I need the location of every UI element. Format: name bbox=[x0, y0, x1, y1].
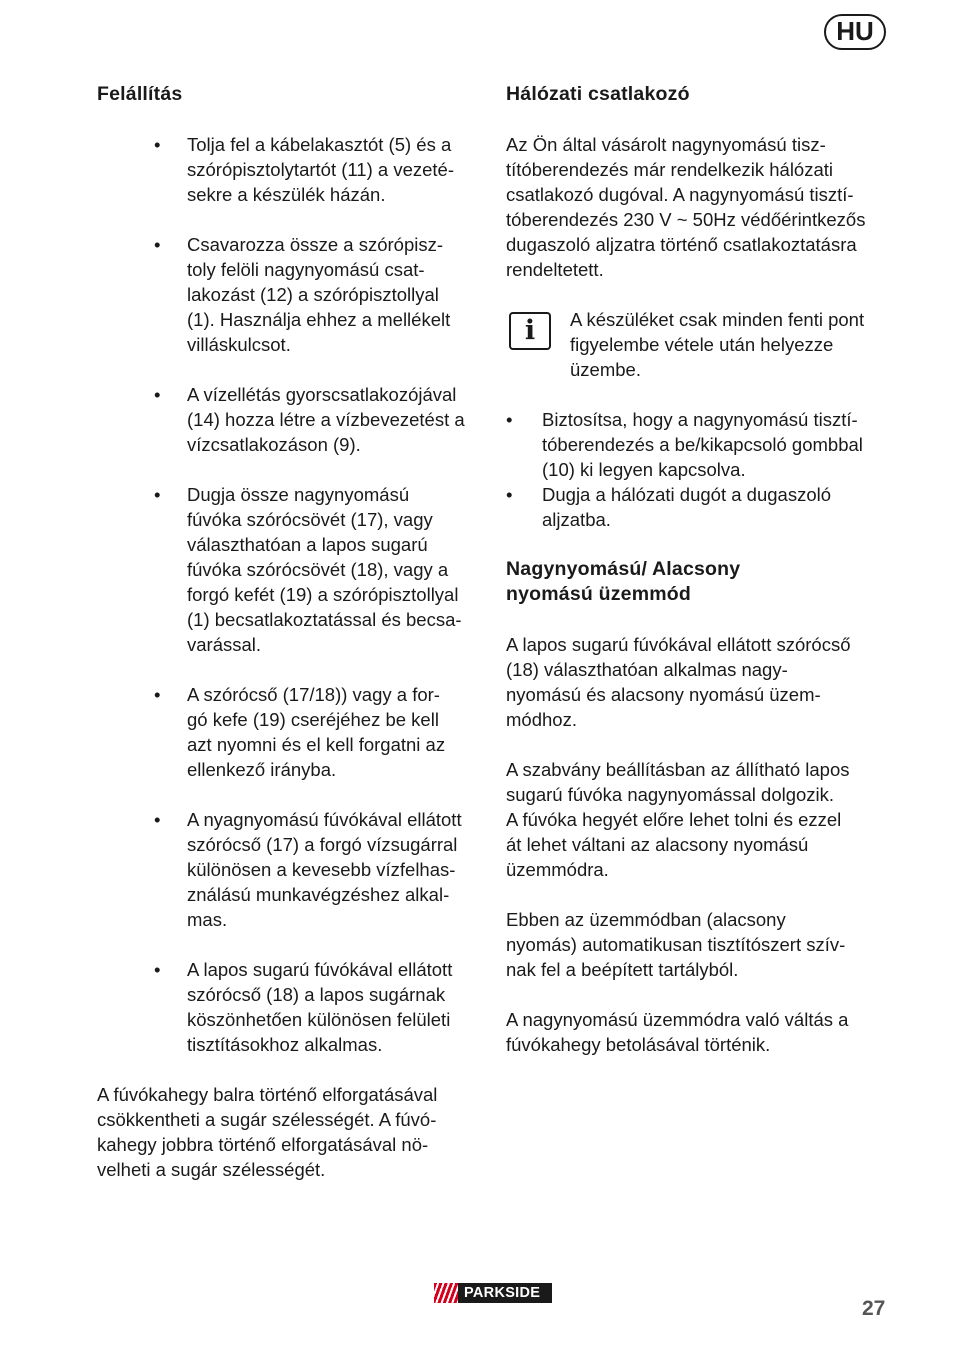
page-number: 27 bbox=[862, 1297, 886, 1320]
logo-text: PARKSIDE bbox=[464, 1285, 541, 1301]
mains-intro-paragraph: Az Ön által vásárolt nagynyomású tisz- títóberendezés már rendelkezik hálózati csatlakozó dugóval. A nagynyomású tisztí- tóberendezés 230 V ~ 50Hz védőérintkezős dugaszoló aljzatra történő csatlakoztatásra rendeltetett. bbox=[506, 134, 866, 280]
section-heading-pressure-mode: Nagynyomású/ Alacsony nyomású üzemmód bbox=[506, 558, 741, 605]
setup-bullet-list bbox=[97, 132, 482, 1057]
list-item: • Tolja fel a kábelakasztót (5) és a szórópisztolytartót (11) a vezeté- sekre a készülék házán. bbox=[97, 132, 482, 207]
logo-stripes-icon bbox=[434, 1283, 460, 1303]
left-column bbox=[97, 82, 482, 1182]
list-item: • A lapos sugarú fúvókával ellátott szórócső (18) a lapos sugárnak köszönhetően különösen felületi tisztításokhoz alkalmas. bbox=[97, 957, 482, 1057]
mains-bullet-list bbox=[506, 407, 894, 532]
list-item: • A vízellétás gyorscsatlakozójával (14) hozza létre a vízbevezetést a vízcsatlakozáson (9). bbox=[97, 382, 482, 457]
language-badge: HU bbox=[824, 14, 886, 50]
section-heading-setup: Felállítás bbox=[97, 83, 183, 105]
pressure-mode-paragraph: A nagynyomású üzemmódra való váltás a fúvókahegy betolásával történik. bbox=[506, 1009, 849, 1055]
info-icon: i bbox=[509, 312, 551, 350]
list-item: • A nyagnyomású fúvókával ellátott szórócső (17) a forgó vízsugárral különösen a kevesebb vízfelhas- ználású munkavégzéshez alkal- mas. bbox=[97, 807, 482, 932]
parkside-logo bbox=[434, 1283, 552, 1303]
info-note: i A készüléket csak minden fenti pont figyelembe vétele után helyezze üzembe. bbox=[506, 307, 894, 382]
nozzle-rotation-paragraph: A fúvókahegy balra történő elforgatásával csökkentheti a sugár szélességét. A fúvó- kahegy jobbra történő elforgatásával nö- velheti a sugár szélességét. bbox=[97, 1084, 438, 1180]
list-item: • A szórócső (17/18)) vagy a for- gó kefe (19) cseréjéhez be kell azt nyomni és el kell forgatni az ellenkező irányba. bbox=[97, 682, 482, 782]
list-item: • Csavarozza össze a szórópisz- toly felöli nagynyomású csat- lakozást (12) a szórópisztollyal (1). Használja ehhez a mellékelt villáskulcsot. bbox=[97, 232, 482, 357]
list-item: • Dugja össze nagynyomású fúvóka szórócsövét (17), vagy választhatóan a lapos sugarú fúvóka szórócsövét (18), vagy a forgó kefét (19) a szórópisztollyal (1) becsatlakoztatással és becsa- varással. bbox=[97, 482, 482, 657]
list-item: • Dugja a hálózati dugót a dugaszoló aljzatba. bbox=[506, 482, 894, 532]
pressure-mode-paragraph: A szabvány beállításban az állítható lapos sugarú fúvóka nagynyomással dolgozik. A fúvóka hegyét előre lehet tolni és ezzel át lehet váltani az alacsony nyomású üzemmódra. bbox=[506, 759, 850, 880]
pressure-mode-paragraph: Ebben az üzemmódban (alacsony nyomás) automatikusan tisztítószert szív- nak fel a beépített tartályból. bbox=[506, 909, 846, 980]
list-item: • Biztosítsa, hogy a nagynyomású tisztí- tóberendezés a be/kikapcsoló gombbal (10) ki legyen kapcsolva. bbox=[506, 407, 894, 482]
right-column bbox=[506, 82, 894, 1057]
pressure-mode-paragraph: A lapos sugarú fúvókával ellátott szórócső (18) választhatóan alkalmas nagy- nyomású és alacsony nyomású üzem- módhoz. bbox=[506, 634, 851, 730]
section-heading-mains-connection: Hálózati csatlakozó bbox=[506, 83, 690, 105]
